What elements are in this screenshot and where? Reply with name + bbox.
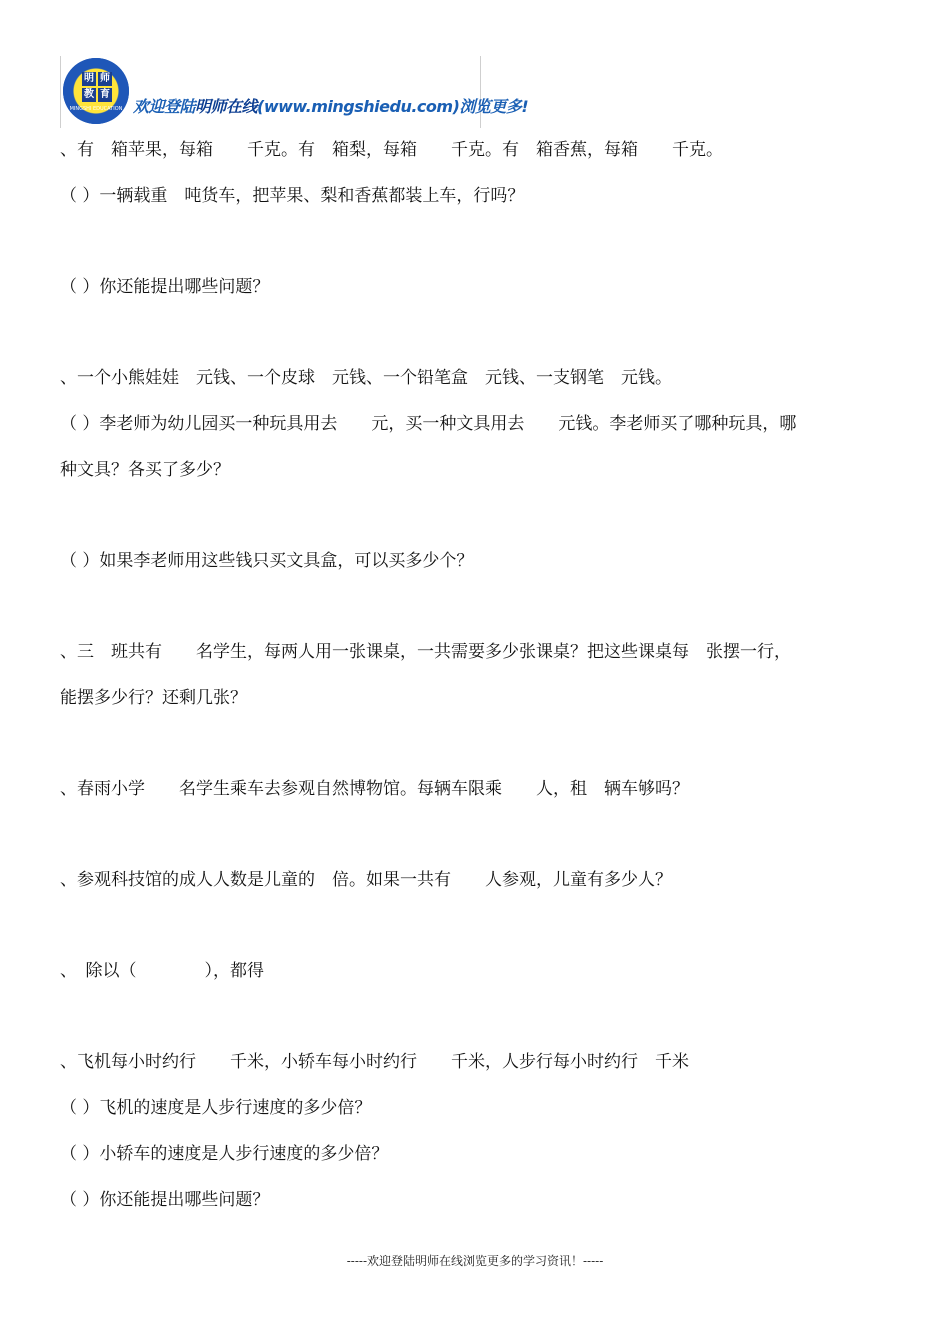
question-line: 、有 箱苹果，每箱 千克。有 箱梨，每箱 千克。有 箱香蕉，每箱 千克。: [60, 140, 723, 160]
question-line: 、三 班共有 名学生，每两人用一张课桌，一共需要多少张课桌？把这些课桌每 张摆一行，: [60, 642, 791, 662]
header-banner: [60, 56, 529, 128]
question-line: （ ）你还能提出哪些问题？: [60, 1190, 270, 1210]
logo-ring-text: MINGSHI EDUCATION: [69, 106, 123, 112]
question-line: （ ）一辆载重 吨货车，把苹果、梨和香蕉都装上车，行吗？: [60, 186, 525, 206]
question-line: （ ）飞机的速度是人步行速度的多少倍？: [60, 1098, 372, 1118]
logo-char: 育: [100, 89, 110, 100]
question-line: 种文具？各买了多少？: [60, 460, 230, 480]
banner-text[interactable]: [133, 94, 528, 117]
question-line: （ ）李老师为幼儿园买一种玩具用去 元，买一种文具用去 元钱。李老师买了哪种玩具，哪: [60, 414, 797, 434]
logo-char: 教: [84, 89, 94, 100]
question-line: 、飞机每小时约行 千米，小轿车每小时约行 千米，人步行每小时约行 千米: [60, 1052, 689, 1072]
page-footer: -----欢迎登陆明师在线浏览更多的学习资讯！-----: [346, 1254, 604, 1268]
logo-char: 师: [100, 73, 110, 84]
logo-char: 明: [84, 73, 94, 84]
question-line: 、 除以（ ），都得: [60, 961, 264, 981]
question-line: （ ）你还能提出哪些问题？: [60, 277, 270, 297]
mingshi-logo: [63, 58, 129, 124]
logo-grid: [82, 72, 112, 102]
question-line: 、春雨小学 名学生乘车去参观自然博物馆。每辆车限乘 人，租 辆车够吗？: [60, 779, 689, 799]
question-line: 、参观科技馆的成人人数是儿童的 倍。如果一共有 人参观，儿童有多少人？: [60, 870, 672, 890]
question-line: （ ）小轿车的速度是人步行速度的多少倍？: [60, 1144, 389, 1164]
banner-url[interactable]: (www.mingshiedu.com)浏览更多!: [257, 97, 529, 116]
question-line: 能摆多少行？还剩几张？: [60, 688, 247, 708]
question-line: 、一个小熊娃娃 元钱、一个皮球 元钱、一个铅笔盒 元钱、一支钢笔 元钱。: [60, 368, 672, 388]
banner-brand: 明师在线: [195, 97, 258, 116]
banner-welcome: 欢迎登陆: [133, 97, 196, 116]
question-line: （ ）如果李老师用这些钱只买文具盒，可以买多少个？: [60, 551, 474, 571]
